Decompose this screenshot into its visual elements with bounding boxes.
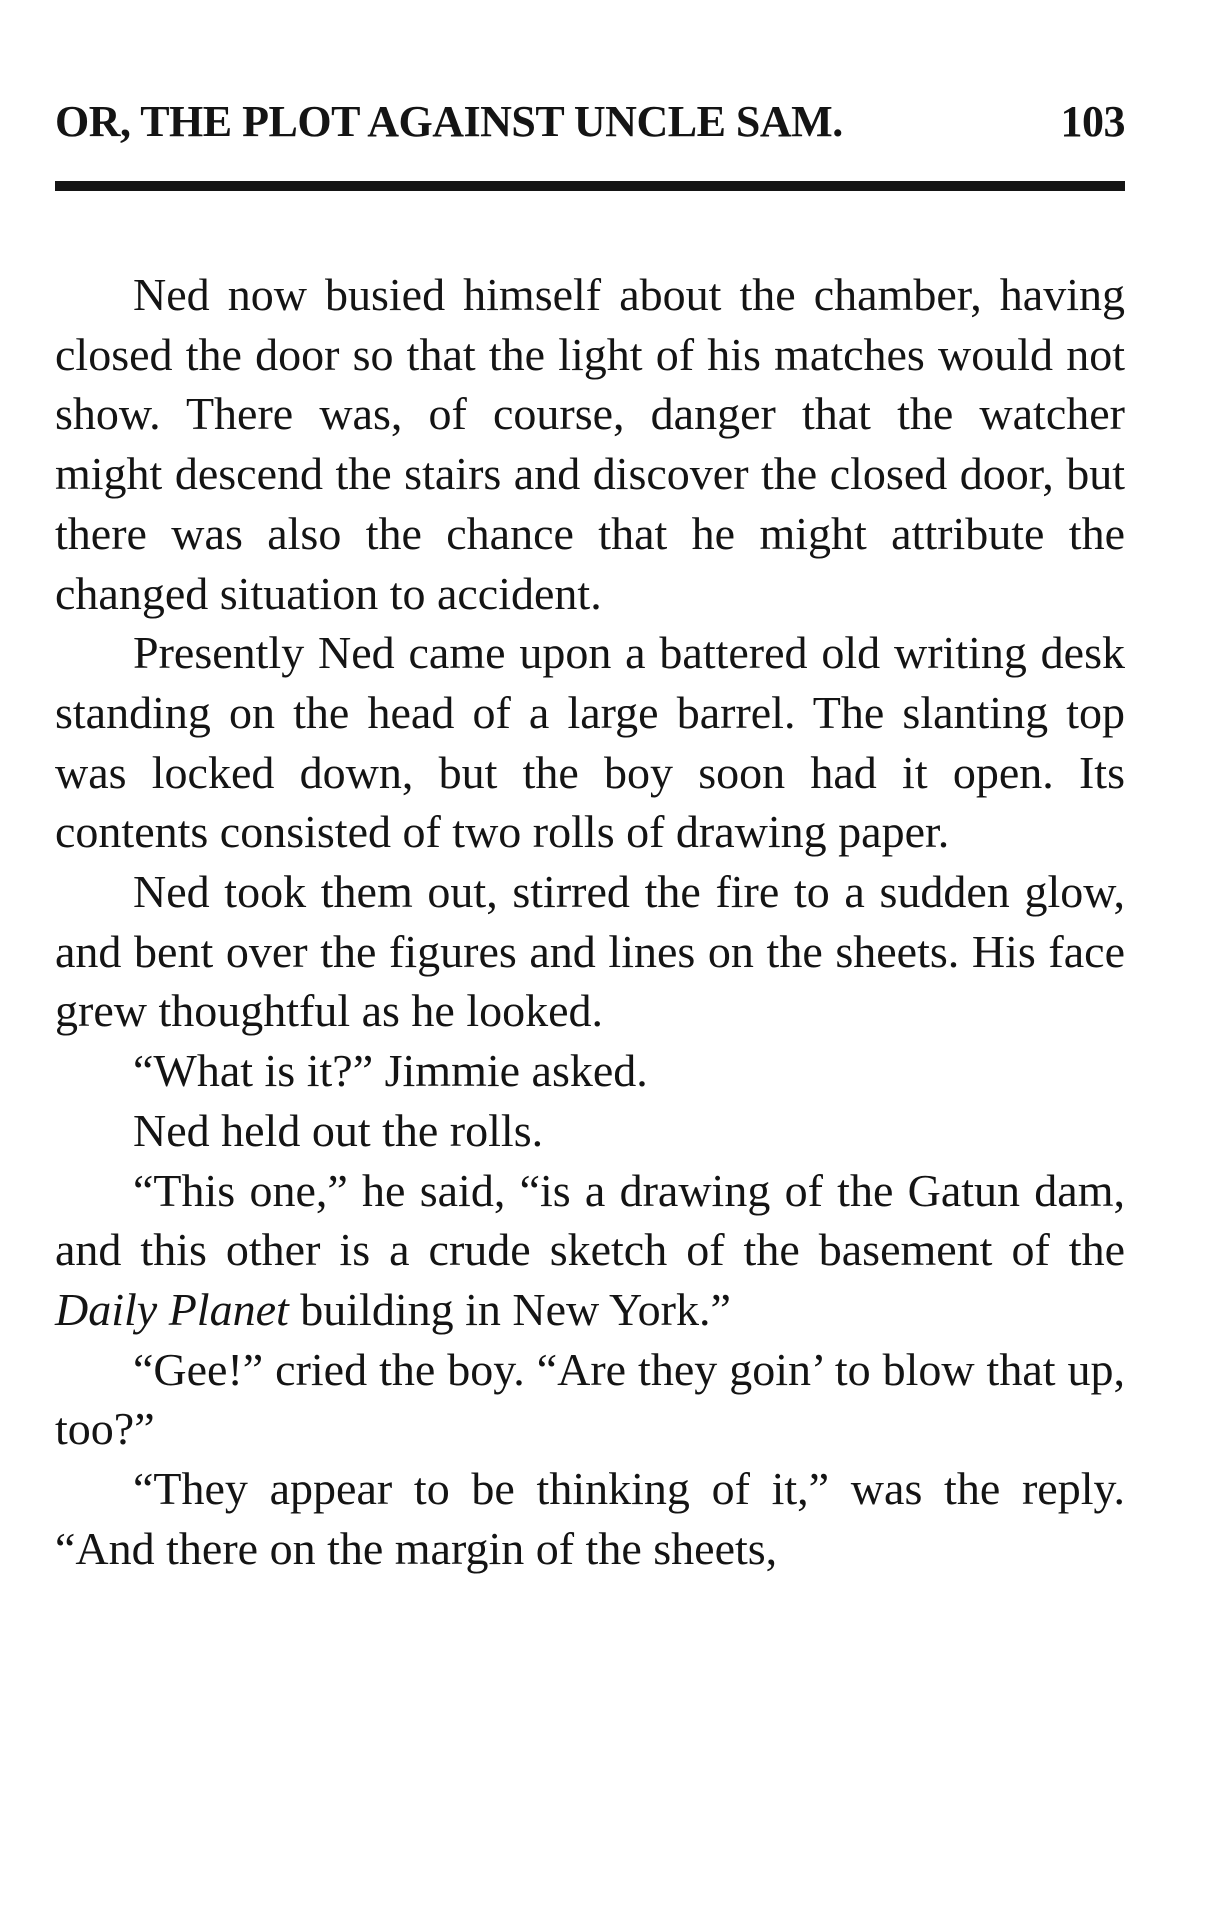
running-title: OR, THE PLOT AGAINST UNCLE SAM. — [55, 97, 843, 146]
paragraph-4: “What is it?” Jimmie asked. — [133, 1045, 648, 1097]
page-number: 103 — [1060, 97, 1125, 146]
paragraph-7: “Gee!” cried the boy. “Are they goin’ to blow that up, too?” — [55, 1343, 1125, 1455]
paragraph-8: “They appear to be thinking of it,” was the reply. “And there on the margin of the sheets, — [55, 1463, 1125, 1574]
paragraph-3: Ned took them out, stirred the fire to a sudden glow, and bent over the figures and lines on the sheets. His face grew thoughtful as he looked. — [55, 866, 1125, 1037]
paragraph-2: Presently Ned came upon a battered old writing desk standing on the head of a large barrel. The slanting top was locked down, but the boy soon had it open. Its contents consisted of two rolls of drawing paper. — [55, 627, 1125, 858]
paragraph-5: Ned held out the rolls. — [133, 1104, 544, 1156]
paragraph-6-part-2: building in New York.” — [300, 1283, 731, 1335]
header-rule — [55, 181, 1125, 191]
page-header — [55, 96, 1125, 156]
body-text — [55, 265, 1125, 1578]
newspaper-title: Daily Planet — [55, 1283, 289, 1335]
paragraph-6-part-1: “This one,” he said, “is a drawing of the Gatun dam, and this other is a crude sketch of the basement of the — [55, 1164, 1125, 1276]
paragraph-6 — [55, 1161, 1125, 1340]
paragraph-1: Ned now busied himself about the chamber, having closed the door so that the light of his matches would not show. There was, of course, danger that the watcher might descend the stairs and discover the closed door, but there was also the chance that he might attribute the changed situation to accident. — [55, 269, 1125, 619]
